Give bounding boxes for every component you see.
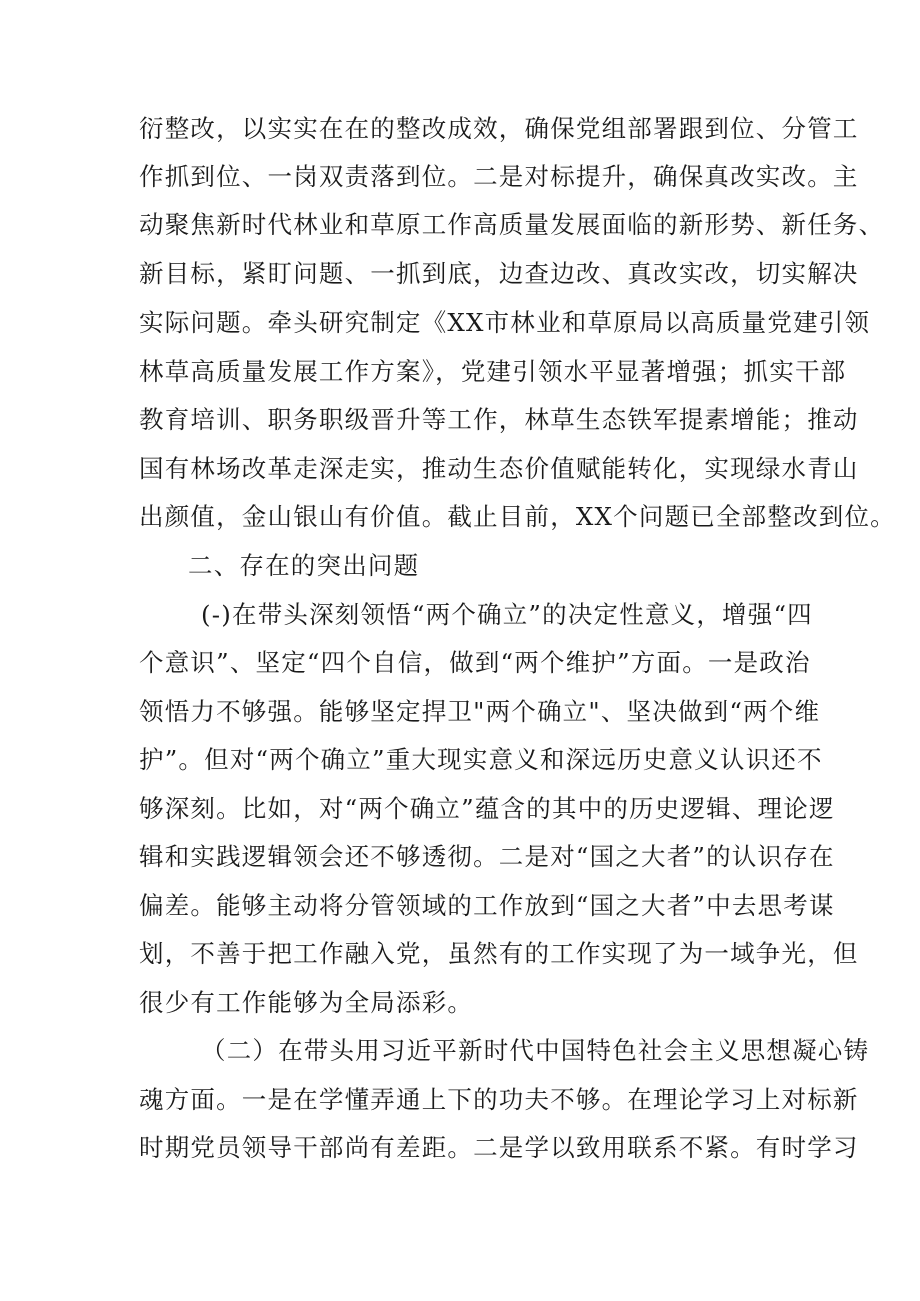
text-line-3: 动聚焦新时代林业和草原工作高质量发展面临的新形势、新任务、 <box>139 210 885 239</box>
text-line-16: 辑和实践逻辑领会还不够透彻。二是对“国之大者”的认识存在 <box>139 842 835 871</box>
text-line-5: 实际问题。牵头研究制定《XX市林业和草原局以高质量党建引领 <box>139 308 871 337</box>
text-line-18: 划，不善于把工作融入党，虽然有的工作实现了为一域争光，但 <box>139 939 859 968</box>
text-line-9: 出颜值，金山银山有价值。截止目前，XX个问题已全部整改到位。 <box>139 502 896 531</box>
text-line-6: 林草高质量发展工作方案》，党建引领水平显著增强；抓实干部 <box>139 357 847 386</box>
section-heading: 二、存在的突出问题 <box>188 551 420 580</box>
text-line-20: （二）在带头用习近平新时代中国特色社会主义思想凝心铸 <box>201 1036 870 1065</box>
text-line-2: 作抓到位、一岗双责落到位。二是对标提升，确保真改实改。主 <box>139 162 859 191</box>
text-line-7: 教育培训、职务职级晋升等工作，林草生态铁军提素增能；推动 <box>139 405 859 434</box>
text-line-22: 时期党员领导干部尚有差距。二是学以致用联系不紧。有时学习 <box>139 1133 859 1162</box>
text-line-8: 国有林场改革走深走实，推动生态价值赋能转化，实现绿水青山 <box>139 454 859 483</box>
text-line-15: 够深刻。比如，对“两个确立”蕴含的其中的历史逻辑、理论逻 <box>139 794 835 823</box>
text-line-13: 领悟力不够强。能够坚定捍卫"两个确立"、坚决做到“两个维 <box>139 697 821 726</box>
text-line-1: 衍整改，以实实在在的整改成效，确保党组部署跟到位、分管工 <box>139 114 859 143</box>
text-line-12: 个意识”、坚定“四个自信，做到“两个维护”方面。一是政治 <box>139 648 811 677</box>
text-line-17: 偏差。能够主动将分管领域的工作放到“国之大者”中去思考谋 <box>139 891 835 920</box>
text-line-14: 护”。但对“两个确立”重大现实意义和深远历史意义认识还不 <box>139 745 823 774</box>
text-line-21: 魂方面。一是在学懂弄通上下的功夫不够。在理论学习上对标新 <box>139 1085 859 1114</box>
text-line-11: (-)在带头深刻领悟“两个确立”的决定性意义，增强“四 <box>201 600 813 629</box>
text-line-4: 新目标，紧盯问题、一抓到底，边查边改、真改实改，切实解决 <box>139 259 859 288</box>
text-line-19: 很少有工作能够为全局添彩。 <box>139 988 474 1017</box>
